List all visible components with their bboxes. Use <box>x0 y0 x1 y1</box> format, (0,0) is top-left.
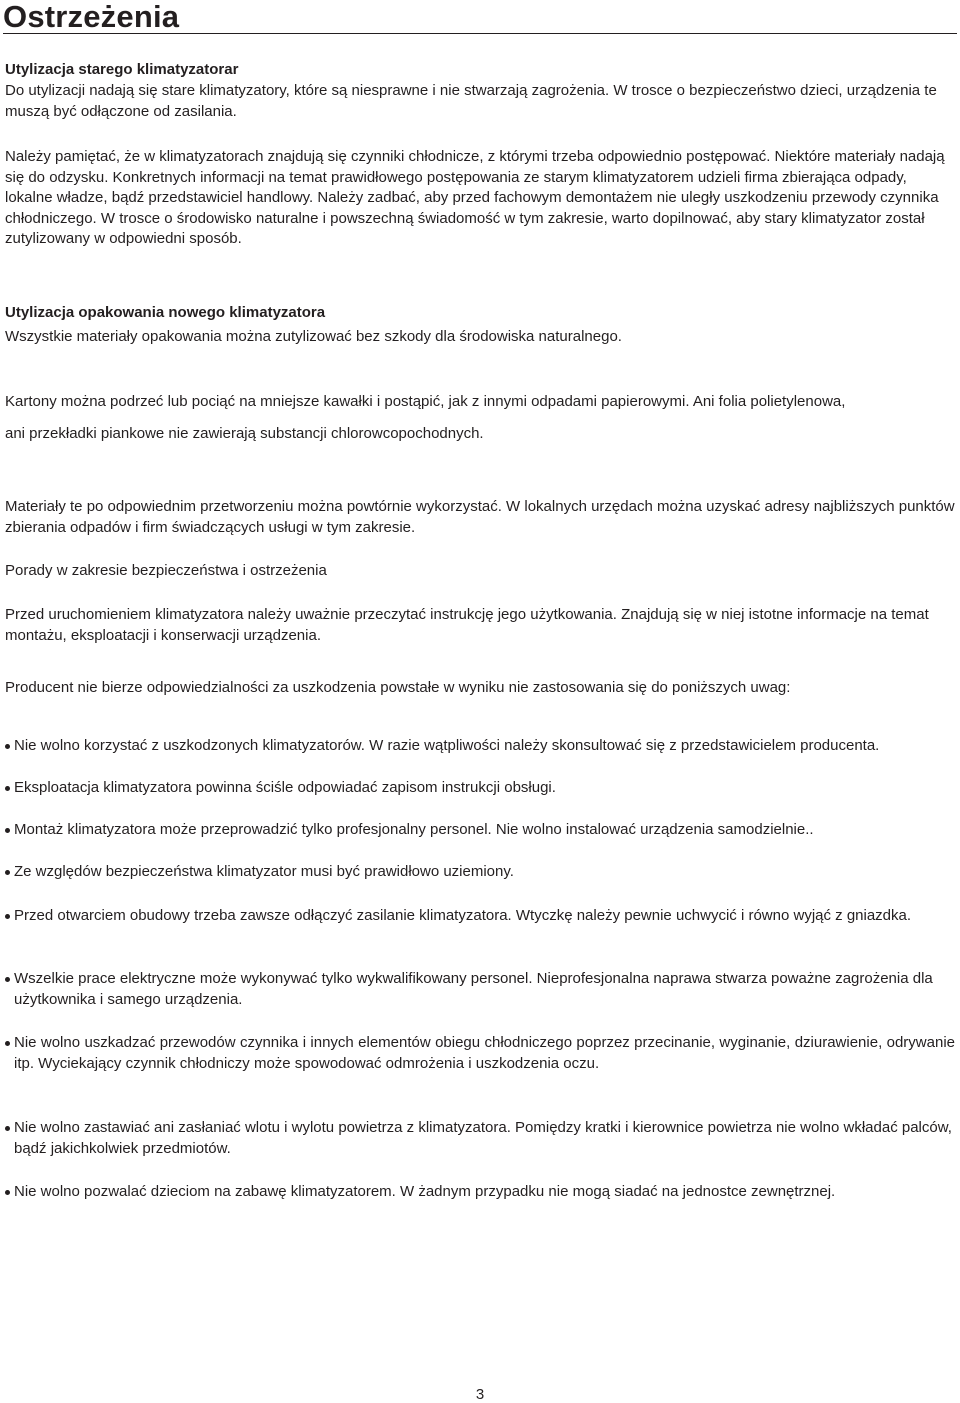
section-heading-disposal-packaging: Utylizacja opakowania nowego klimatyzatora <box>5 304 326 321</box>
bullet-icon <box>5 870 10 875</box>
list-item-text: Przed otwarciem obudowy trzeba zawsze odłączyć zasilanie klimatyzatora. Wtyczkę należy pewnie uchwycić i równo wyjąć z gniazdka. <box>14 907 912 924</box>
list-item <box>5 778 955 799</box>
paragraph: Producent nie bierze odpowiedzialności za uszkodzenia powstałe w wyniku nie zastosowania się do poniższych uwag: <box>5 679 791 696</box>
list-item <box>5 736 955 757</box>
bullet-icon <box>5 786 10 791</box>
bullet-icon <box>5 1126 10 1131</box>
list-item <box>5 1033 955 1074</box>
bullet-icon <box>5 744 10 749</box>
list-item <box>5 820 955 841</box>
list-item-text: Wszelkie prace elektryczne może wykonywać tylko wykwalifikowany personel. Nieprofesjonalna naprawa stwarza poważne zagrożenia dla użytkownika i samego urządzenia. <box>14 970 933 1008</box>
section-heading-disposal-old: Utylizacja starego klimatyzatorar <box>5 61 239 78</box>
section-heading-safety: Porady w zakresie bezpieczeństwa i ostrzeżenia <box>5 562 327 579</box>
paragraph: Należy pamiętać, że w klimatyzatorach znajdują się czynniki chłodnicze, z którymi trzeba odpowiednio postępować. Niektóre materiały nadają się do odzysku. Konkretnych informacji na temat prawidłowego postępowania ze starym klimatyzatorem udzieli firma zbierająca odpady, lokalne władze, bądź przedstawiciel handlowy. Należy zadbać, aby przed fachowym demontażem nie uległy uszkodzeniu przewody czynnika chłodniczego. W trosce o środowisko naturalne i powszechną świadomość w tym zakresie, warto dopilnować, aby stary klimatyzator został zutylizowany w odpowiedni sposób. <box>5 148 945 247</box>
list-item-text: Ze względów bezpieczeństwa klimatyzator musi być prawidłowo uziemiony. <box>14 863 514 880</box>
list-item <box>5 862 955 883</box>
paragraph: Wszystkie materiały opakowania można zutylizować bez szkody dla środowiska naturalnego. <box>5 328 622 345</box>
list-item-text: Nie wolno pozwalać dzieciom na zabawę klimatyzatorem. W żadnym przypadku nie mogą siadać na jednostce zewnętrznej. <box>14 1183 836 1200</box>
bullet-icon <box>5 1041 10 1046</box>
page-title: Ostrzeżenia <box>3 0 957 34</box>
bullet-icon <box>5 1190 10 1195</box>
list-item-text: Montaż klimatyzatora może przeprowadzić tylko profesjonalny personel. Nie wolno instalować urządzenia samodzielnie.. <box>14 821 814 838</box>
list-item-text: Eksploatacja klimatyzatora powinna ściśle odpowiadać zapisom instrukcji obsługi. <box>14 779 556 796</box>
paragraph: Kartony można podrzeć lub pociąć na mniejsze kawałki i postąpić, jak z innymi odpadami papierowymi. Ani folia polietylenowa, <box>5 393 846 410</box>
paragraph: Materiały te po odpowiednim przetworzeniu można powtórnie wykorzystać. W lokalnych urzędach można uzyskać adresy najbliższych punktów zbierania odpadów i firm świadczących usługi w tym zakresie. <box>5 498 955 536</box>
list-item <box>5 906 955 927</box>
list-item <box>5 1118 955 1159</box>
list-item-text: Nie wolno uszkadzać przewodów czynnika i innych elementów obiegu chłodniczego poprzez przecinanie, wyginanie, dziurawienie, odrywanie itp. Wyciekający czynnik chłodniczy może spowodować odmrożenia i uszkodzenia oczu. <box>14 1034 955 1072</box>
list-item <box>5 1182 955 1203</box>
list-item-text: Nie wolno zastawiać ani zasłaniać wlotu i wylotu powietrza z klimatyzatora. Pomiędzy kratki i kierownice powietrza nie wolno wkładać palców, bądź jakichkolwiek przedmiotów. <box>14 1119 952 1157</box>
bullet-icon <box>5 977 10 982</box>
bullet-icon <box>5 828 10 833</box>
page-number: 3 <box>475 1386 485 1403</box>
paragraph: ani przekładki piankowe nie zawierają substancji chlorowcopochodnych. <box>5 425 484 442</box>
bullet-icon <box>5 914 10 919</box>
list-item-text: Nie wolno korzystać z uszkodzonych klimatyzatorów. W razie wątpliwości należy skonsultować się z przedstawicielem producenta. <box>14 737 880 754</box>
list-item <box>5 969 955 1010</box>
paragraph: Do utylizacji nadają się stare klimatyzatory, które są niesprawne i nie stwarzają zagrożenia. W trosce o bezpieczeństwo dzieci, urządzenia te muszą być odłączone od zasilania. <box>5 82 937 120</box>
paragraph: Przed uruchomieniem klimatyzatora należy uważnie przeczytać instrukcję jego użytkowania. Znajdują się w niej istotne informacje na temat montażu, eksploatacji i konserwacji urządzenia. <box>5 606 929 644</box>
